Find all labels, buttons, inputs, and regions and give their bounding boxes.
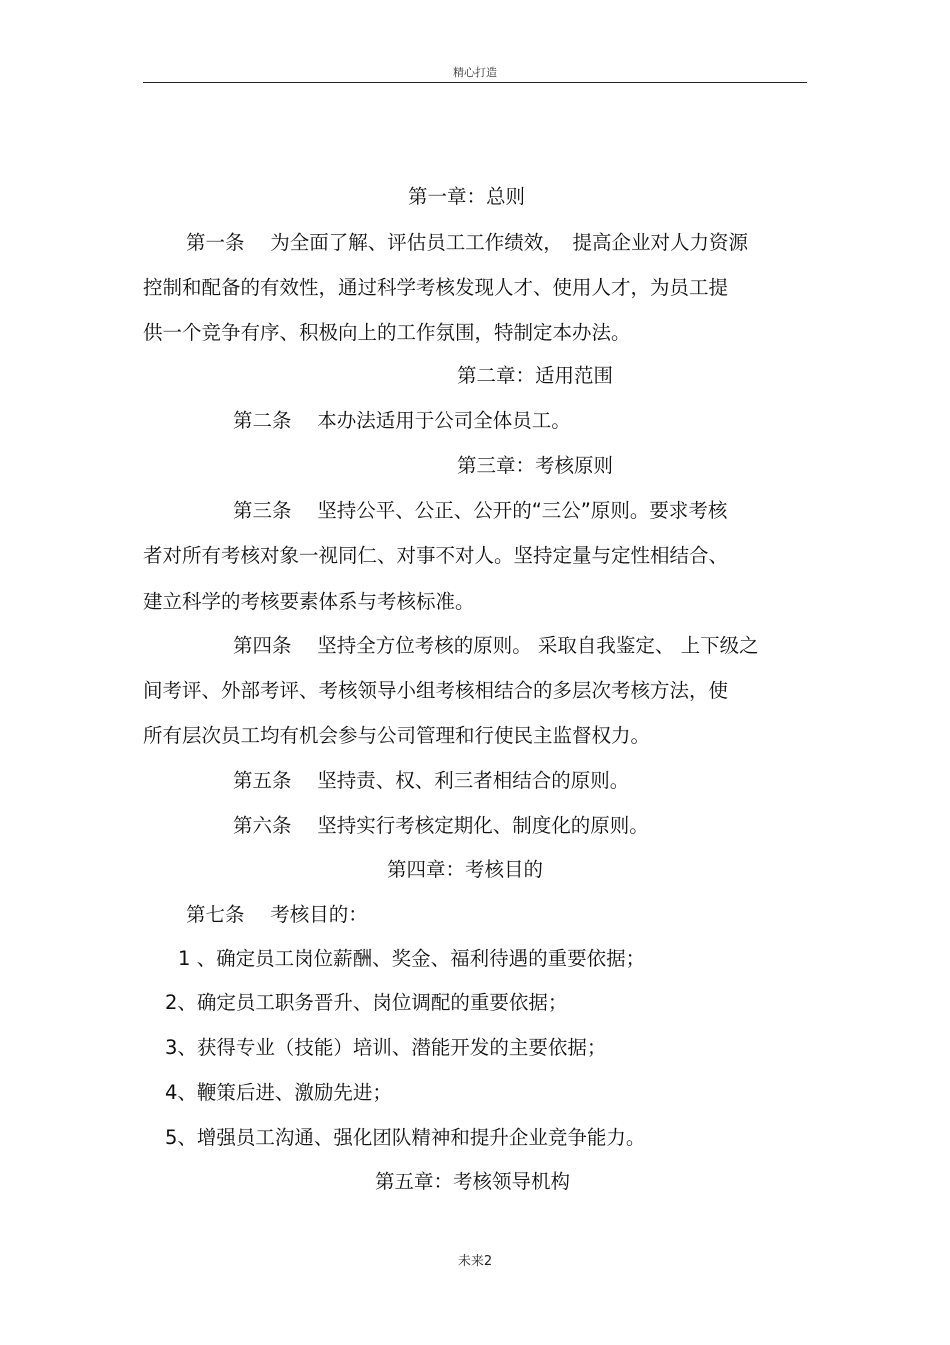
chapter-2-title: 第二章：适用范围 (457, 364, 614, 387)
page-footer-text: 未来2 (457, 1254, 493, 1269)
article-6-line-1: 第六条 坚持实行考核定期化、制度化的原则。 (233, 814, 649, 837)
list-item-1: 1 、确定员工岗位薪酬、奖金、福利待遇的重要依据； (178, 947, 646, 970)
chapter-3-title: 第三章：考核原则 (457, 454, 614, 477)
list-item-3: 3、获得专业（技能）培训、潜能开发的主要依据； (165, 1036, 607, 1059)
article-4-line-2: 间考评、外部考评、考核领导小组考核相结合的多层次考核方法，使 (143, 679, 729, 702)
article-3-line-3: 建立科学的考核要素体系与考核标准。 (143, 590, 475, 613)
chapter-4-title: 第四章：考核目的 (387, 858, 544, 881)
chapter-1-title: 第一章：总则 (408, 185, 526, 208)
article-1-line-3: 供一个竞争有序、积极向上的工作氛围，特制定本办法。 (143, 321, 631, 344)
list-item-5: 5、增强员工沟通、强化团队精神和提升企业竞争能力。 (165, 1126, 646, 1149)
article-1-line-1: 第一条 为全面了解、评估员工工作绩效， 提高企业对人力资源 (186, 231, 748, 254)
list-item-2: 2、确定员工职务晋升、岗位调配的重要依据； (165, 991, 568, 1014)
article-1-line-2: 控制和配备的有效性，通过科学考核发现人才、使用人才，为员工提 (143, 276, 729, 299)
header-rule (143, 82, 807, 83)
article-7-line-1: 第七条 考核目的： (186, 903, 368, 926)
article-5-line-1: 第五条 坚持责、权、利三者相结合的原则。 (233, 769, 630, 792)
article-2-line-1: 第二条 本办法适用于公司全体员工。 (233, 409, 571, 432)
list-item-4: 4、鞭策后进、激励先进； (165, 1081, 392, 1104)
article-4-line-1: 第四条 坚持全方位考核的原则。 采取自我鉴定、 上下级之 (233, 634, 759, 657)
article-3-line-1: 第三条 坚持公平、公正、公开的“三公”原则。要求考核 (233, 499, 728, 522)
article-4-line-3: 所有层次员工均有机会参与公司管理和行使民主监督权力。 (143, 724, 651, 747)
chapter-5-title: 第五章：考核领导机构 (375, 1170, 571, 1193)
page-header-text: 精心打造 (453, 66, 497, 79)
article-3-line-2: 者对所有考核对象一视同仁、对事不对人。坚持定量与定性相结合、 (143, 544, 729, 567)
